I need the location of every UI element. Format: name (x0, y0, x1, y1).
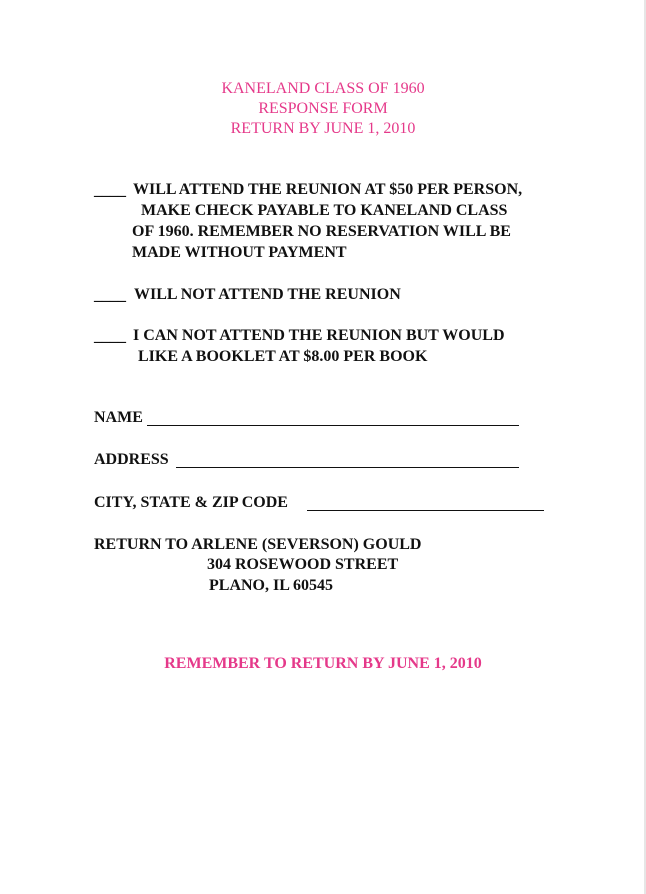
attend-line-1: WILL ATTEND THE REUNION AT $50 PER PERSON, (133, 181, 523, 198)
name-blank-line[interactable] (147, 425, 519, 426)
booklet-line-1: I CAN NOT ATTEND THE REUNION BUT WOULD (133, 327, 505, 344)
header-class-title: KANELAND CLASS OF 1960 (221, 80, 425, 97)
return-address (94, 535, 422, 594)
option-will-not-attend[interactable] (94, 285, 454, 307)
attend-line-4: MADE WITHOUT PAYMENT (132, 244, 347, 261)
attend-checkbox-blank[interactable]: ____ (94, 182, 126, 199)
booklet-line-2: LIKE A BOOKLET AT $8.00 PER BOOK (138, 348, 428, 365)
not-attend-checkbox-blank[interactable]: ____ (94, 287, 126, 304)
return-street: 304 ROSEWOOD STREET (207, 556, 399, 573)
name-field[interactable] (94, 409, 143, 427)
attend-line-3: OF 1960. REMEMBER NO RESERVATION WILL BE (132, 223, 511, 240)
address-label: ADDRESS (94, 451, 169, 468)
city-state-zip-label: CITY, STATE & ZIP CODE (94, 494, 288, 511)
footer-reminder: REMEMBER TO RETURN BY JUNE 1, 2010 (164, 655, 482, 672)
city-state-zip-field[interactable] (94, 494, 288, 512)
option-will-attend[interactable] (94, 180, 574, 264)
address-field[interactable] (94, 451, 169, 469)
return-to-name: RETURN TO ARLENE (SEVERSON) GOULD (94, 536, 422, 553)
option-booklet[interactable] (94, 326, 554, 370)
attend-line-2: MAKE CHECK PAYABLE TO KANELAND CLASS (141, 202, 508, 219)
booklet-checkbox-blank[interactable]: ____ (94, 328, 126, 345)
not-attend-line-1: WILL NOT ATTEND THE REUNION (134, 286, 401, 303)
header-form-title: RESPONSE FORM (258, 100, 388, 117)
address-blank-line[interactable] (176, 467, 519, 468)
city-state-zip-blank-line[interactable] (307, 510, 544, 511)
name-label: NAME (94, 409, 143, 426)
header-return-date: RETURN BY JUNE 1, 2010 (230, 120, 416, 137)
form-header (0, 79, 646, 139)
return-city: PLANO, IL 60545 (209, 577, 334, 594)
